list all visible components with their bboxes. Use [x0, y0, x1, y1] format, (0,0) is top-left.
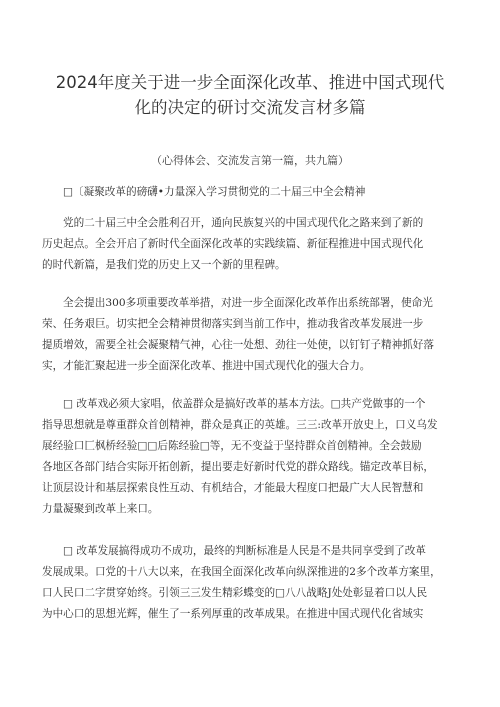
paragraph [42, 541, 463, 625]
title-line-1: 2024年度关于进一步全面深化改革、推进中国式现代 [55, 73, 445, 92]
text-line: 发展成果。口党的十八大以来，在我国全面深化改革向纵深推进的2多个改革方案里， [42, 566, 441, 578]
text-line: 口人民口二字贯穿始终。引领三三发生精彩蝶变的□八八战略J处处彰显着口以人民 [42, 587, 428, 599]
text-line: 全会提出300多项重要改革举措，对进一步全面深化改革作出系统部署，使命光 [63, 297, 433, 309]
paragraph-heading [63, 182, 463, 203]
text-line: 指导思想就是尊重群众首创精神，群众是真正的英雄。三三:改革开放史上，口义乌发 [42, 419, 438, 431]
text-line: □〔凝聚改革的磅礴•力量深入学习贯彻党的二十届三中全会精神 [63, 186, 366, 198]
text-line: □ 改革戏必须大家唱，依盖群众是搞好改革的基本方法。□共产党做事的一个 [63, 398, 426, 410]
paragraph [42, 293, 463, 377]
text-line: 实，才能汇聚起进一步全面深化改革、推进中国式现代化的强大合力。 [42, 360, 371, 372]
title-line-2: 化的决定的研讨交流发言材多篇 [134, 98, 366, 117]
paragraph [42, 394, 463, 520]
text-line: 荣、任务艰巨。切实把全会精神贯彻落实到当前工作中，推动我省改革发展进一步 [42, 318, 424, 330]
text-line: 的时代新篇，是我们党的历史上又一个新的里程碑。 [42, 259, 286, 271]
text-line: 为中心口的思想光辉，催生了一系列厚重的改革成果。在推进中国式现代化省域实 [42, 608, 424, 620]
text-line: 党的二十届三中全会胜利召开，通向民族复兴的中国式现代化之路来到了新的 [63, 217, 424, 229]
document-title [40, 70, 460, 120]
text-line: 展经验口匚枫桥经验□□后陈经验□等，无不变益于坚持群众首创精神。全会鼓励 [42, 440, 422, 452]
text-line: 力量凝聚到改革上来口。 [42, 503, 159, 515]
text-line: 让顶层设计和基层探索良性互动、有机结合，才能最大程度口把最广大人民智慧和 [42, 482, 424, 494]
text-line: □ 改革发展搞得成功不成功，最终的判断标准是人民是不是共同享受到了改革 [63, 545, 426, 557]
paragraph [42, 213, 463, 276]
text-line: 历史起点。全会开启了新时代全面深化改革的实践续篇、新征程推进中国式现代化 [42, 238, 424, 250]
text-line: 各地区各部门结合实际开拓创新，提出要走好新时代党的群众路线。锚定改革目标， [42, 461, 434, 473]
document-subtitle: （心得体会、交流发言第一篇，共九篇） [151, 154, 349, 167]
text-line: 提质增效，需要全社会凝聚精气神，心往一处想、劲往一处使，以钉钉子精神抓好落 [42, 339, 434, 351]
